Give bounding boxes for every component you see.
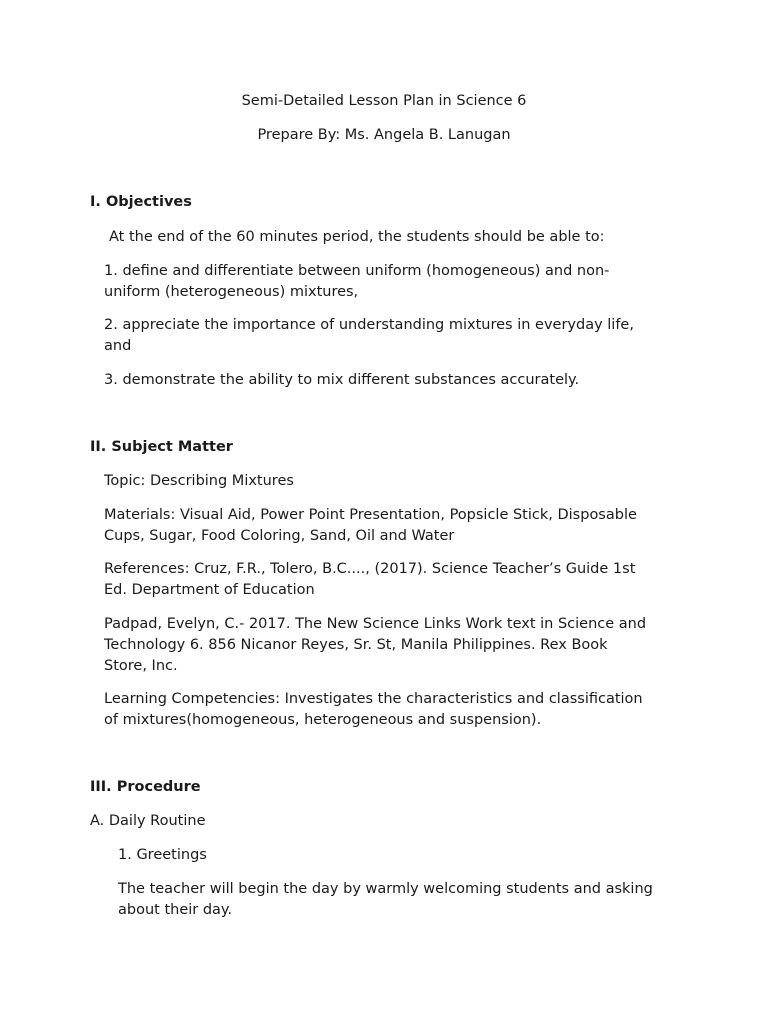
- greetings-text-line-1: The teacher will begin the day by warmly welcoming students and asking: [118, 881, 653, 897]
- objective-item-2-line-2: and: [104, 338, 132, 354]
- daily-routine-label: A. Daily Routine: [90, 813, 206, 829]
- procedure-heading: III. Procedure: [90, 779, 201, 795]
- objective-item-1-line-2: uniform (heterogeneous) mixtures,: [104, 284, 359, 300]
- objectives-heading: I. Objectives: [90, 194, 192, 210]
- prepared-by: Prepare By: Ms. Angela B. Lanugan: [257, 127, 511, 143]
- objectives-intro: At the end of the 60 minutes period, the students should be able to:: [109, 229, 605, 245]
- objective-item-2-line-1: 2. appreciate the importance of understanding mixtures in everyday life,: [104, 317, 634, 333]
- padpad-reference-line-1: Padpad, Evelyn, C.- 2017. The New Science Links Work text in Science and: [104, 616, 647, 632]
- greetings-text-line-2: about their day.: [118, 902, 233, 918]
- objective-item-3: 3. demonstrate the ability to mix different substances accurately.: [104, 372, 580, 388]
- competencies-line-1: Learning Competencies: Investigates the characteristics and classification: [104, 691, 643, 707]
- materials-line-1: Materials: Visual Aid, Power Point Presentation, Popsicle Stick, Disposable: [104, 507, 637, 523]
- padpad-reference-line-3: Store, Inc.: [104, 658, 178, 674]
- padpad-reference-line-2: Technology 6. 856 Nicanor Reyes, Sr. St, Manila Philippines. Rex Book: [104, 637, 608, 653]
- references-line-1: References: Cruz, F.R., Tolero, B.C...., (2017). Science Teacher’s Guide 1st: [104, 561, 636, 577]
- references-line-2: Ed. Department of Education: [104, 582, 315, 598]
- subject-matter-heading: II. Subject Matter: [90, 439, 233, 455]
- topic-text: Topic: Describing Mixtures: [104, 473, 294, 489]
- greetings-label: 1. Greetings: [118, 847, 207, 863]
- competencies-line-2: of mixtures(homogeneous, heterogeneous and suspension).: [104, 712, 542, 728]
- document-title: Semi-Detailed Lesson Plan in Science 6: [241, 93, 527, 109]
- materials-line-2: Cups, Sugar, Food Coloring, Sand, Oil and Water: [104, 528, 455, 544]
- objective-item-1-line-1: 1. define and differentiate between uniform (homogeneous) and non-: [104, 263, 610, 279]
